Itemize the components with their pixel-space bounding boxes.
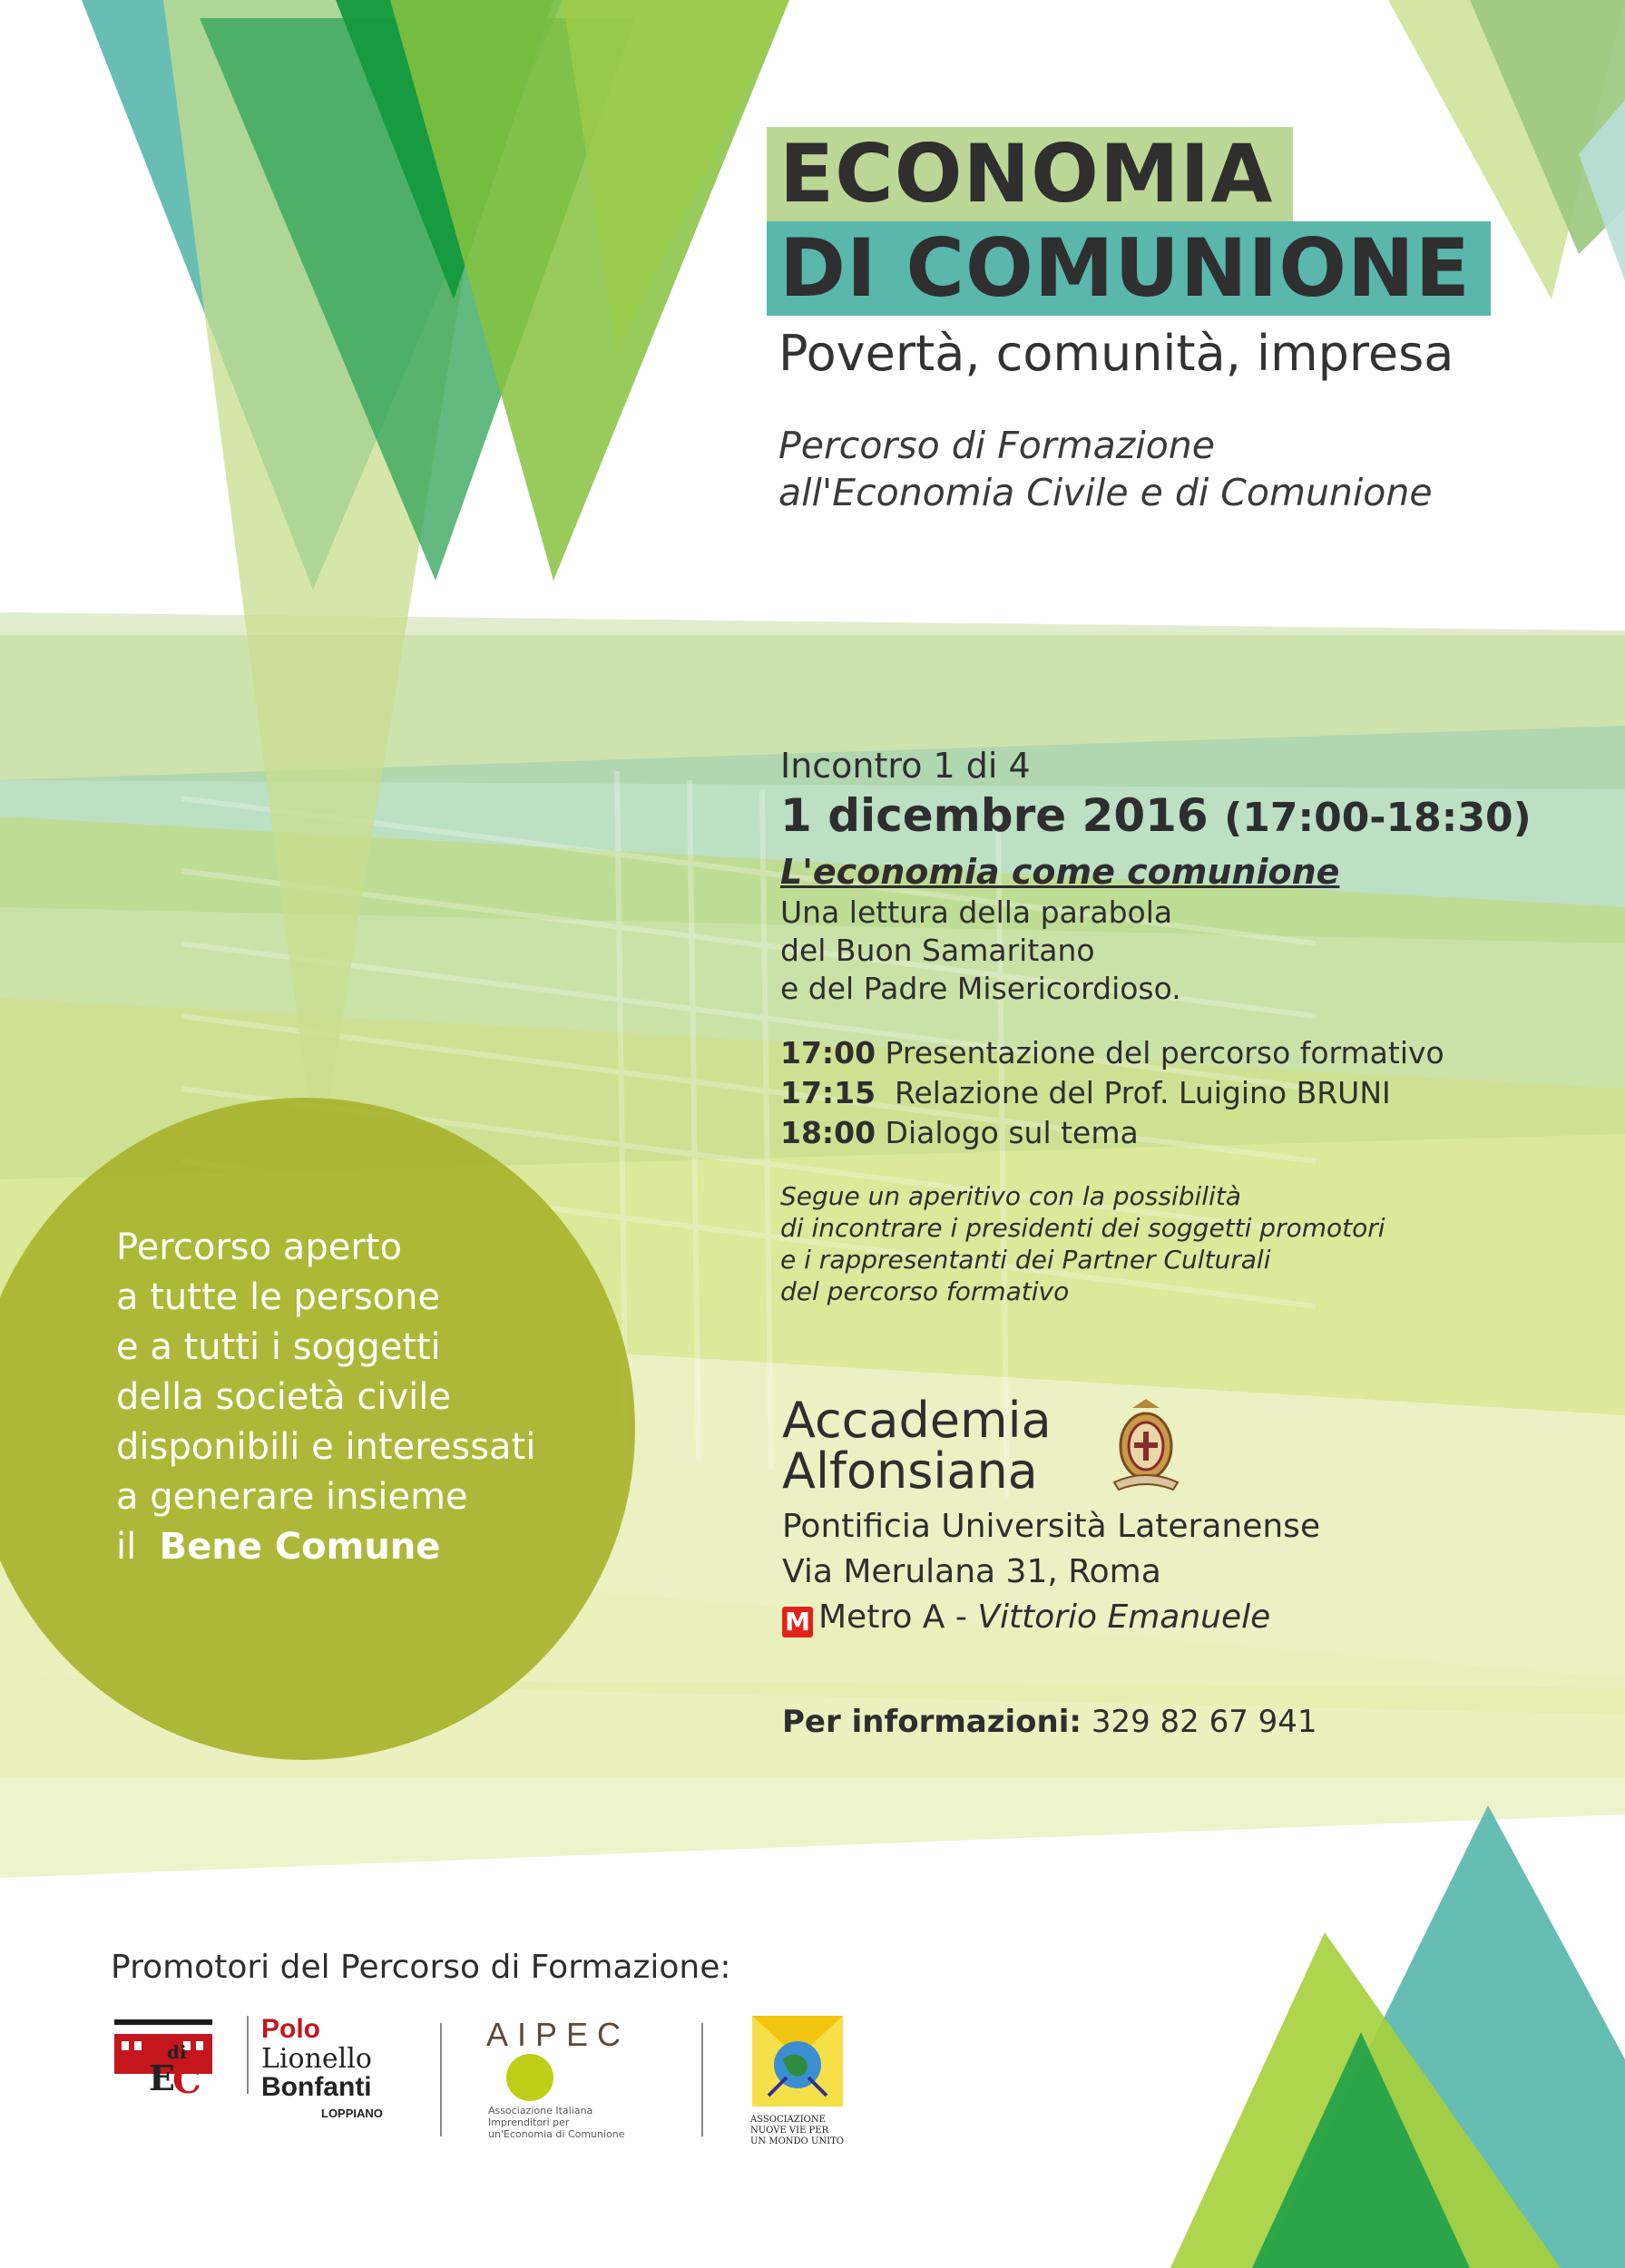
- venue-metro: [782, 1595, 1599, 1640]
- talk-description-3: e del Padre Misericordioso.: [780, 971, 1181, 1006]
- info-line: [782, 1704, 1317, 1740]
- schedule-time: 17:00: [780, 1035, 876, 1070]
- circle-line: a tutte le persone: [116, 1276, 441, 1318]
- metro-separator: -: [945, 1598, 978, 1636]
- aipec-desc-2: Imprenditori per: [488, 2116, 570, 2128]
- schedule-item: [780, 1033, 1597, 1073]
- note-line: del percorso formativo: [780, 1276, 1070, 1306]
- venue-name-line-2: Alfonsiana: [782, 1442, 1038, 1500]
- circle-line: disponibili e interessati: [116, 1426, 536, 1468]
- aipec-desc-1: Associazione Italiana: [488, 2105, 593, 2116]
- venue-address: Via Merulana 31, Roma: [782, 1553, 1161, 1590]
- metro-station: Vittorio Emanuele: [977, 1598, 1271, 1636]
- note-line: di incontrare i presidenti dei soggetti promotori: [780, 1213, 1385, 1243]
- talk-description-1: Una lettura della parabola: [780, 894, 1173, 930]
- course-line-2: all'Economia Civile e di Comunione: [778, 471, 1433, 514]
- metro-icon: M: [782, 1607, 813, 1637]
- anv-desc-1: ASSOCIAZIONE: [750, 2115, 826, 2125]
- event-date-text: 1 dicembre 2016: [780, 789, 1209, 842]
- promoters-label: Promotori del Percorso di Formazione:: [111, 1949, 731, 1986]
- schedule: [780, 1033, 1597, 1153]
- polo-text-line-3: Bonfanti: [261, 2072, 372, 2102]
- circle-line: della società civile: [116, 1376, 452, 1418]
- anv-globe-icon: [750, 2014, 845, 2108]
- circle-last-bold: Bene Comune: [159, 1526, 441, 1568]
- event-details: [780, 744, 1597, 1307]
- aipec-logo: [472, 2016, 699, 2140]
- academy-crest-icon: [1105, 1395, 1187, 1497]
- metro-line: Metro A: [818, 1598, 945, 1636]
- polo-mark-di: di: [167, 2041, 187, 2063]
- talk-title: L'economia come comunione: [780, 852, 1340, 892]
- footer-divider-2: [701, 2023, 703, 2136]
- title-line-2: DI COMUNIONE: [767, 221, 1491, 316]
- polo-text-line-4: LOPPIANO: [321, 2107, 383, 2120]
- event-time: (17:00-18:30): [1224, 795, 1532, 841]
- circle-message: [116, 1223, 624, 1572]
- course-description: [778, 422, 1433, 516]
- aperitivo-note: [780, 1180, 1597, 1307]
- schedule-item: [780, 1113, 1597, 1153]
- schedule-text: Presentazione del percorso formativo: [885, 1035, 1444, 1070]
- polo-text-line-2: Lionello: [261, 2043, 372, 2075]
- title-block: [767, 127, 1491, 316]
- circle-line: e a tutti i soggetti: [116, 1326, 441, 1368]
- polo-divider: [247, 2016, 249, 2094]
- meeting-number: Incontro 1 di 4: [780, 746, 1031, 786]
- course-line-1: Percorso di Formazione: [778, 424, 1216, 467]
- note-line: e i rappresentanti dei Partner Culturali: [780, 1245, 1271, 1275]
- footer-divider-1: [440, 2023, 442, 2136]
- schedule-time: 18:00: [780, 1115, 876, 1150]
- subtitle: Povertà, comunità, impresa: [778, 325, 1454, 382]
- aipec-name: AIPEC: [486, 2016, 631, 2053]
- anv-logo: [739, 2014, 876, 2146]
- polo-text-line-1: Polo: [261, 2014, 320, 2044]
- polo-mark-e: E: [149, 2058, 175, 2098]
- circle-last-prefix: il: [116, 1526, 137, 1568]
- circle-line-last: [116, 1522, 624, 1572]
- anv-desc-2: NUOVE VIE PER: [750, 2126, 829, 2136]
- venue-university: Pontificia Università Lateranense: [782, 1508, 1321, 1545]
- info-phone: 329 82 67 941: [1091, 1704, 1317, 1740]
- venue: [782, 1392, 1599, 1640]
- title-line-1: ECONOMIA: [767, 127, 1293, 221]
- aipec-desc-3: un'Economia di Comunione: [488, 2128, 625, 2140]
- venue-name-line-1: Accademia: [782, 1392, 1052, 1449]
- schedule-time: 17:15: [780, 1075, 876, 1110]
- info-label: Per informazioni:: [782, 1704, 1082, 1740]
- polo-bonfanti-logo: [111, 2014, 419, 2132]
- aipec-dot-icon: [506, 2054, 553, 2101]
- note-line: Segue un aperitivo con la possibilità: [780, 1181, 1241, 1211]
- schedule-text: Dialogo sul tema: [885, 1115, 1139, 1150]
- circle-line: Percorso aperto: [116, 1227, 402, 1268]
- schedule-item: [780, 1073, 1597, 1113]
- circle-line: a generare insieme: [116, 1476, 468, 1518]
- anv-desc-3: UN MONDO UNITO: [750, 2136, 844, 2146]
- schedule-text: Relazione del Prof. Luigino BRUNI: [895, 1075, 1391, 1110]
- talk-description-2: del Buon Samaritano: [780, 933, 1095, 968]
- polo-mark-c: C: [172, 2059, 201, 2102]
- event-date: [780, 787, 1597, 846]
